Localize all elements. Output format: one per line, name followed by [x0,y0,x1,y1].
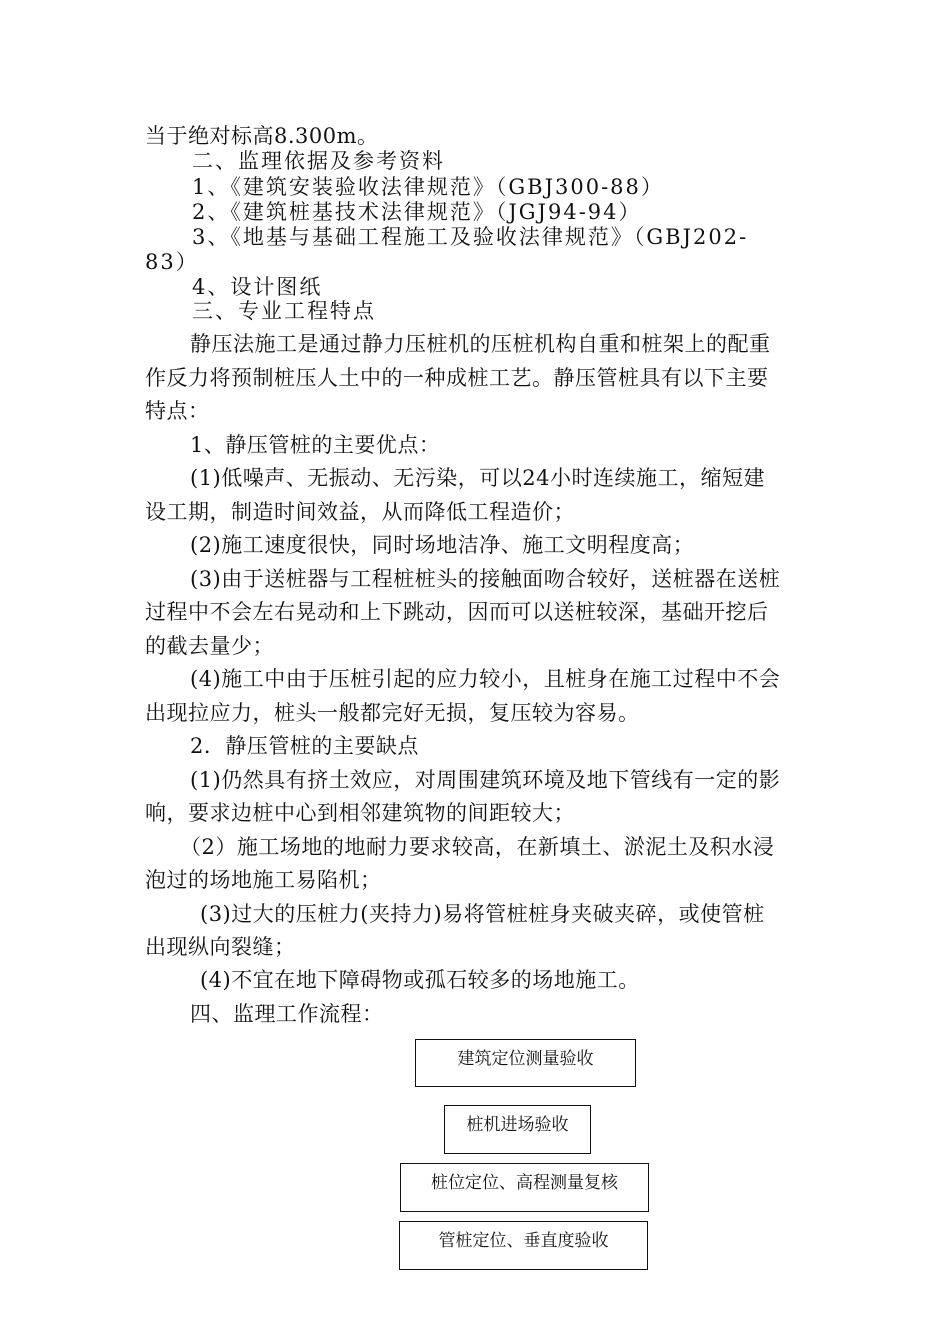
paragraph-line: (4)不宜在地下障碍物或孤石较多的场地施工。 [200,968,640,992]
reference-item: 1、《建筑安装验收法律规范》（GBJ300-88） [192,175,664,199]
reference-item-continued: 83） [145,250,199,274]
paragraph-line: （2）施工场地的地耐力要求较高，在新填土、淤泥土及积水浸 [180,835,775,859]
paragraph-line: (3)由于送桩器与工程桩桩头的接触面吻合较好，送桩器在送桩 [190,567,781,591]
paragraph-line: (4)施工中由于压桩引起的应力较小，且桩身在施工过程中不会 [190,667,781,691]
subsection-heading: 1、静压管桩的主要优点： [190,433,441,457]
paragraph-line: (1)仍然具有挤土效应，对周围建筑环境及地下管线有一定的影 [190,768,781,792]
paragraph-line: (1)低噪声、无振动、无污染，可以24小时连续施工，缩短建 [190,466,765,490]
paragraph-line: 过程中不会左右晃动和上下跳动，因而可以送桩较深，基础开挖后 [145,600,769,624]
paragraph-line: 出现拉应力，桩头一般都完好无损，复压较为容易。 [145,701,640,725]
paragraph-line: 泡过的场地施工易陷机； [145,868,382,892]
flowchart-step: 桩机进场验收 [444,1105,591,1154]
paragraph-line: (2)施工速度很快，同时场地洁净、施工文明程度高； [190,533,695,557]
paragraph-line: 特点： [145,399,210,423]
text-line: 当于绝对标高8.300m。 [145,124,379,148]
paragraph-line: 出现纵向裂缝； [145,935,296,959]
paragraph-line: 响，要求边桩中心到相邻建筑物的间距较大； [145,801,575,825]
subsection-heading: 2．静压管桩的主要缺点 [190,734,419,758]
section-heading: 三、专业工程特点 [192,299,376,323]
section-heading: 二、监理依据及参考资料 [192,149,445,173]
paragraph-line: 设工期，制造时间效益，从而降低工程造价； [145,500,575,524]
flowchart-step: 建筑定位测量验收 [415,1039,636,1087]
section-heading: 四、监理工作流程： [190,1002,384,1026]
reference-item: 2、《建筑桩基技术法律规范》（JGJ94-94） [192,200,642,224]
paragraph-line: 的截去量少； [145,634,274,658]
reference-item: 4、设计图纸 [192,275,323,299]
paragraph-line: 静压法施工是通过静力压桩机的压桩机构自重和桩架上的配重 [190,332,771,356]
flowchart-step: 管桩定位、垂直度验收 [399,1221,648,1270]
paragraph-line: (3)过大的压桩力(夹持力)易将管桩桩身夹破夹碎，或使管桩 [200,902,765,926]
flowchart-step: 桩位定位、高程测量复核 [400,1163,649,1212]
reference-item: 3、《地基与基础工程施工及验收法律规范》（GBJ202- [192,225,749,249]
paragraph-line: 作反力将预制桩压人土中的一种成桩工艺。静压管桩具有以下主要 [145,366,769,390]
